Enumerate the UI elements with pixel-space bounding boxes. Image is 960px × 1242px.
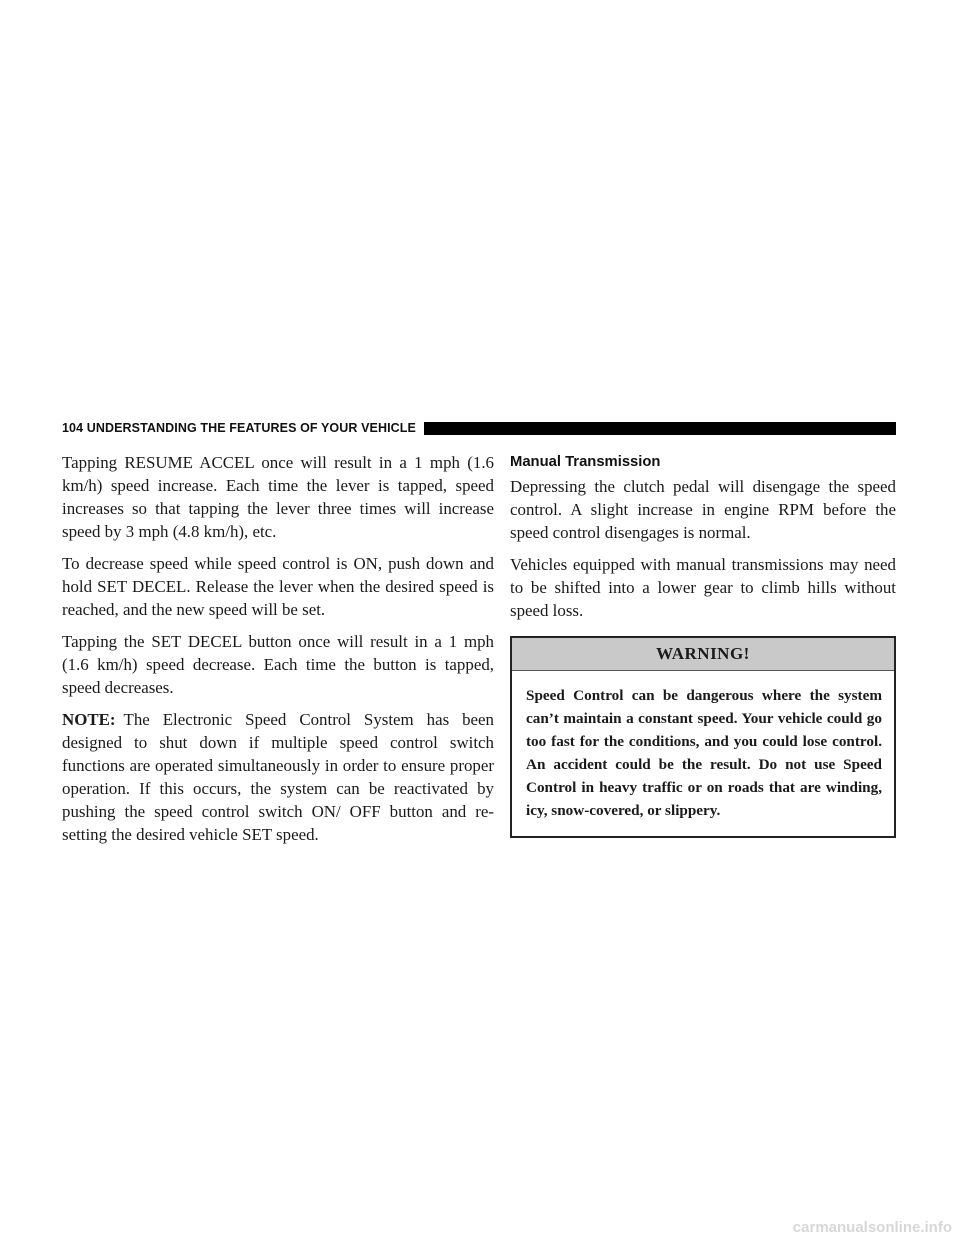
paragraph-set-decel: Tapping the SET DECEL button once will result in a 1 mph (1.6 km/h) speed decrease. Each time the button is tapped, speed decreases. [62,632,494,697]
right-column [510,451,896,838]
page-header [62,419,896,437]
warning-title: WARNING! [512,638,894,671]
paragraph-clutch-pedal: Depressing the clutch pedal will disengage the speed control. A slight increase in engine RPM before the speed control disengages is normal. [510,477,896,542]
note-paragraph [62,708,494,846]
note-label: NOTE: [62,710,116,729]
warning-box [510,636,896,838]
paragraph-lower-gear: Vehicles equipped with manual transmissions may need to be shifted into a lower gear to climb hills without speed loss. [510,555,896,620]
paragraph-decrease-speed: To decrease speed while speed control is ON, push down and hold SET DECEL. Release the lever when the desired speed is reached, and the new speed will be set. [62,554,494,619]
header-rule-bar [424,422,896,435]
warning-body: Speed Control can be dangerous where the system can’t maintain a constant speed. Your vehicle could go too fast for the conditions, and you could lose control. An accident could be the result. Do not use Speed Control in heavy traffic or on roads that are winding, icy, snow-covered, or slippery. [526,687,882,819]
left-column [62,451,494,855]
watermark-text: carmanualsonline.info [792,1219,952,1236]
section-heading-manual-transmission: Manual Transmission [510,454,661,470]
note-text: The Electronic Speed Control System has been designed to shut down if multiple speed control switch functions are operated simultaneously in order to ensure proper operation. If this occurs, the system can be reactivated by pushing the speed control switch ON/ OFF button and re-setting the desired vehicle SET speed. [62,710,494,844]
paragraph-resume-accel: Tapping RESUME ACCEL once will result in a 1 mph (1.6 km/h) speed increase. Each time the lever is tapped, speed increases so that tapping the lever three times will increase speed by 3 mph (4.8 km/h), etc. [62,453,494,541]
page-number-and-section-title: 104 UNDERSTANDING THE FEATURES OF YOUR VEHICLE [62,421,416,435]
